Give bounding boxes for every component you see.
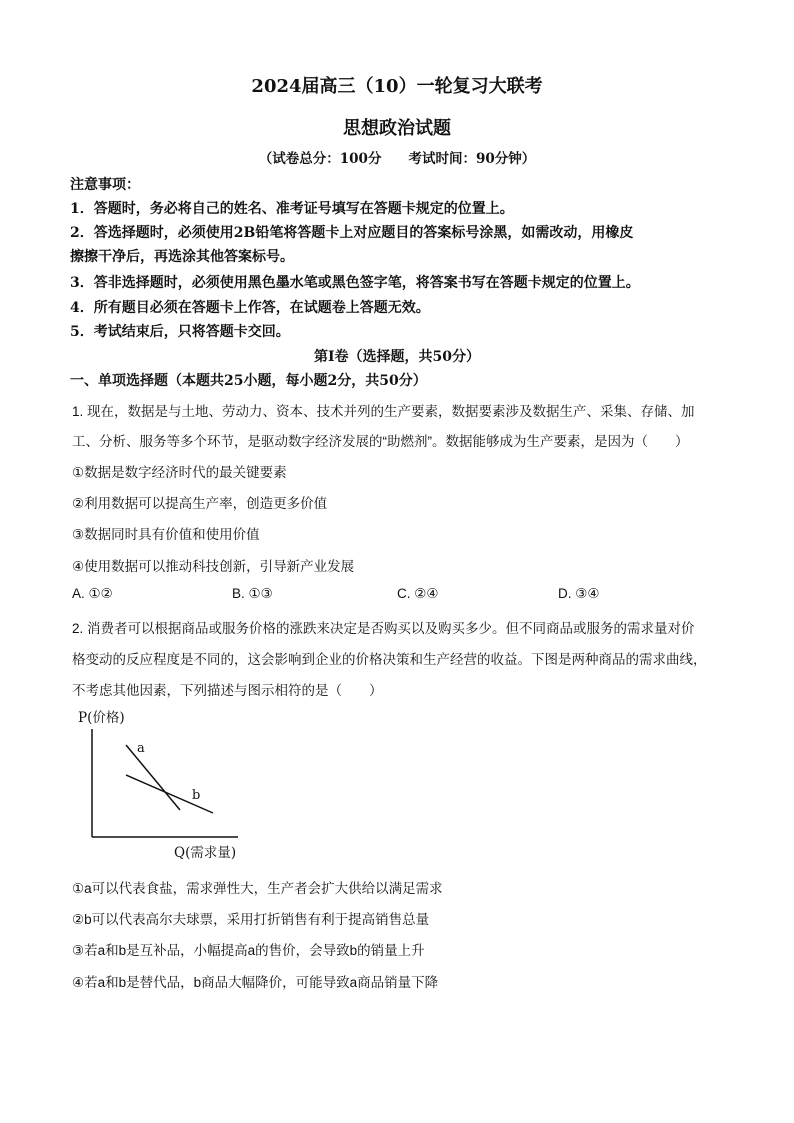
notice-item: 1．答题时，务必将自己的姓名、准考证号填写在答题卡规定的位置上。 xyxy=(70,201,514,217)
q2-statement: ③若a和b是互补品，小幅提高a的售价，会导致b的销量上升 xyxy=(72,943,425,958)
notice-item: 5．考试结束后，只将答题卡交回。 xyxy=(70,324,290,340)
q1-stem-line: 1. 现在，数据是与土地、劳动力、资本、技术并列的生产要素，数据要素涉及数据生产、采集、存储、加 xyxy=(72,404,695,419)
q2-statement: ④若a和b是替代品，b商品大幅降价，可能导致a商品销量下降 xyxy=(72,975,439,990)
q2-statement: ①a可以代表食盐，需求弹性大，生产者会扩大供给以满足需求 xyxy=(72,881,443,896)
q1-statement: ①数据是数字经济时代的最关键要素 xyxy=(72,465,287,480)
q1-option-a[interactable]: A. ①② xyxy=(72,586,113,601)
exam-subtitle: 思想政治试题 xyxy=(343,118,451,139)
q1-statement: ④使用数据可以推动科技创新，引导新产业发展 xyxy=(72,559,355,574)
notice-item: 2．答选择题时，必须使用2B铅笔将答题卡上对应题目的答案标号涂黑，如需改动，用橡皮 xyxy=(70,225,634,241)
notice-item: 擦擦干净后，再选涂其他答案标号。 xyxy=(70,249,294,265)
q1-stem-line: 工、分析、服务等多个环节，是驱动数字经济发展的“助燃剂”。数据能够成为生产要素，是因为（ ） xyxy=(72,434,689,449)
q2-stem-line: 不考虑其他因素，下列描述与图示相符的是（ ） xyxy=(72,683,383,698)
q2-stem-line: 2. 消费者可以根据商品或服务价格的涨跌来决定是否购买以及购买多少。但不同商品或服务的需求量对价 xyxy=(72,621,695,636)
demand-curve-figure xyxy=(70,705,260,865)
notice-item: 3．答非选择题时，必须使用黑色墨水笔或黑色签字笔，将答案书写在答题卡规定的位置上。 xyxy=(70,275,640,291)
curve-a-label: a xyxy=(137,741,145,756)
q2-statement: ②b可以代表高尔夫球票，采用打折销售有利于提高销售总量 xyxy=(72,912,430,927)
x-axis-label: Q(需求量) xyxy=(174,845,237,861)
exam-title: 2024届高三（10）一轮复习大联考 xyxy=(251,76,543,97)
q1-option-c[interactable]: C. ②④ xyxy=(397,586,439,601)
q1-statement: ③数据同时具有价值和使用价值 xyxy=(72,527,260,542)
q2-stem-line: 格变动的反应程度是不同的，这会影响到企业的价格决策和生产经营的收益。下图是两种商品的需求曲线， xyxy=(72,652,707,667)
demand-curve-a xyxy=(126,745,180,810)
section-title: 一、单项选择题（本题共25小题，每小题2分，共50分） xyxy=(70,373,427,389)
curve-b-label: b xyxy=(192,788,201,803)
y-axis-label: P(价格) xyxy=(78,710,125,726)
q1-statement: ②利用数据可以提高生产率，创造更多价值 xyxy=(72,496,328,511)
part-title: 第Ⅰ卷（选择题，共50分） xyxy=(313,349,481,365)
q1-option-d[interactable]: D. ③④ xyxy=(558,586,600,601)
q1-option-b[interactable]: B. ①③ xyxy=(232,586,273,601)
notice-heading: 注意事项： xyxy=(70,177,140,193)
notice-item: 4．所有题目必须在答题卡上作答，在试题卷上答题无效。 xyxy=(70,300,430,316)
exam-info: （试卷总分：100分 考试时间：90分钟） xyxy=(258,151,536,167)
